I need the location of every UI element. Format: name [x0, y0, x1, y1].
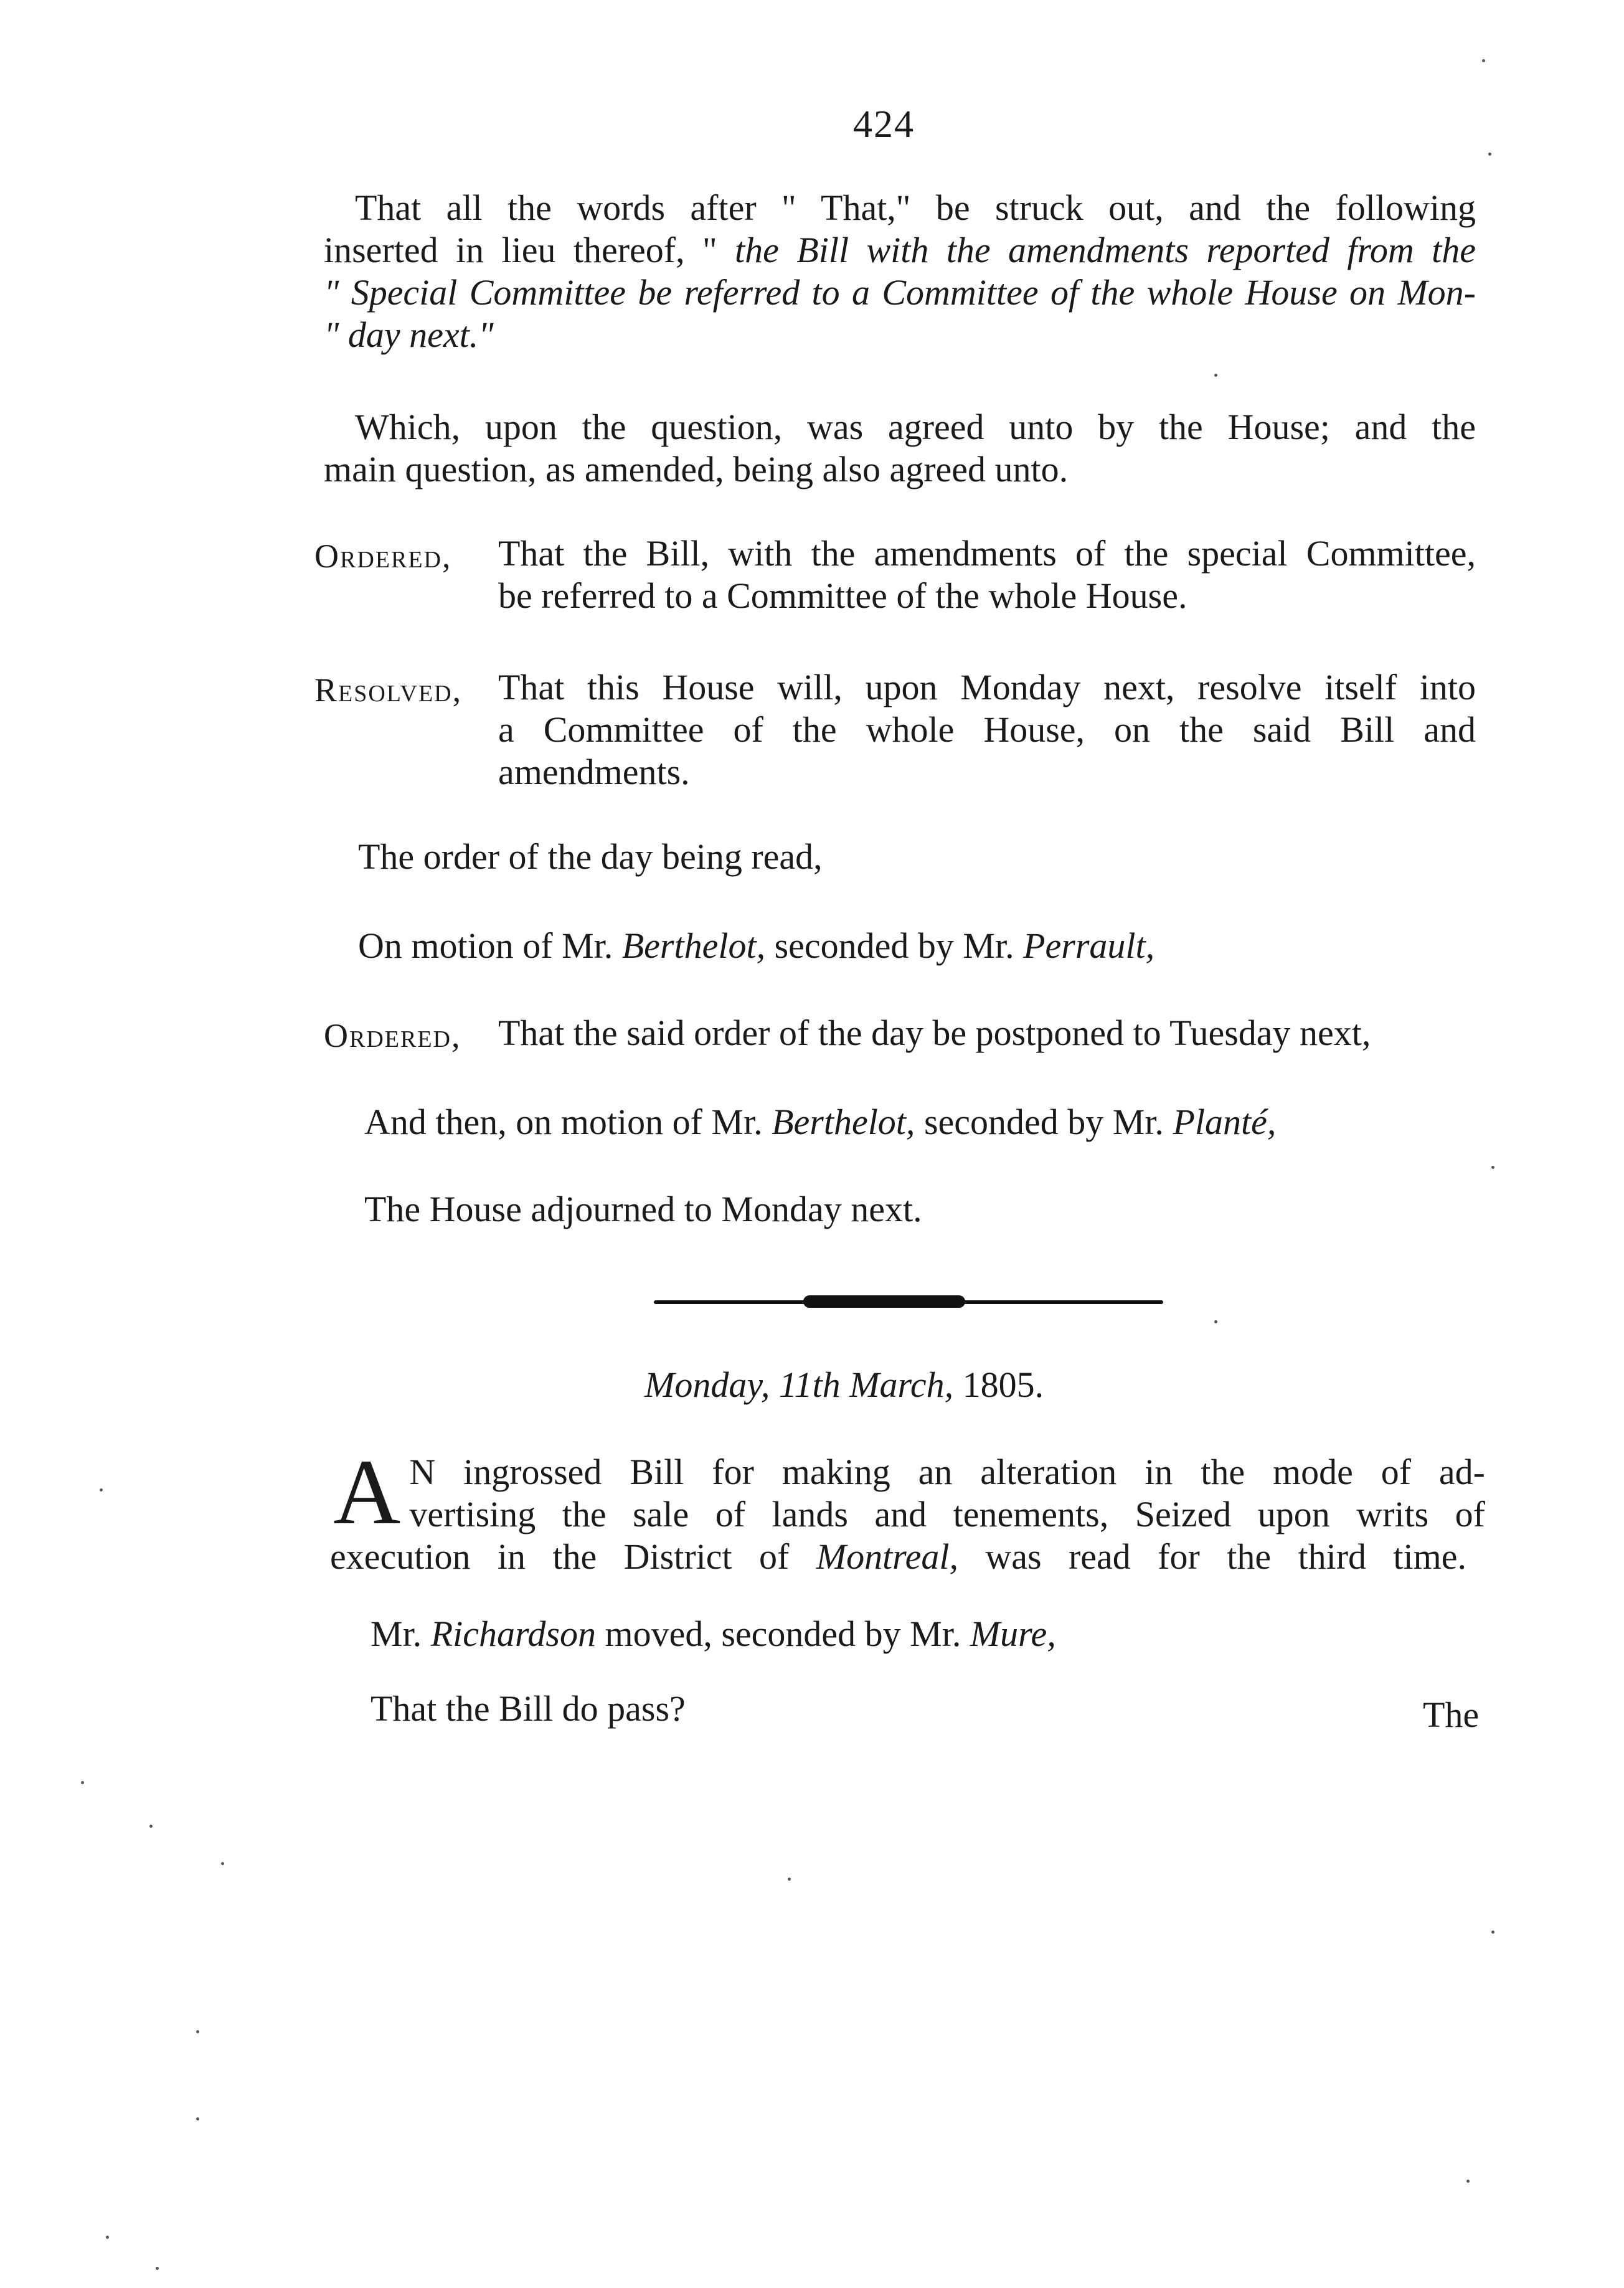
question-agreed-line-1: Which, upon the question, was agreed unto by the House; and the: [355, 407, 1476, 447]
amendment-line-2-roman: inserted in lieu thereof, ": [324, 230, 717, 270]
amendment-line-3: " Special Committee be referred to a Committee of the whole House on Mon-: [324, 272, 1476, 313]
motion-1-mover: Berthelot,: [621, 925, 766, 966]
motion-1-text-a: On motion of Mr.: [358, 925, 613, 966]
scan-speck: [156, 2267, 159, 2270]
order-of-day-read: The order of the day being read,: [358, 836, 823, 877]
resolved-label: Resolved,: [314, 671, 463, 709]
bill-line-1: N ingrossed Bill for making an alteration in the mode of ad-: [409, 1452, 1485, 1492]
scan-speck: [221, 1862, 224, 1865]
scan-speck: [1466, 2180, 1470, 2183]
ordered-2-text: That the said order of the day be postponed to Tuesday next,: [498, 1013, 1371, 1053]
drop-cap: A: [333, 1440, 401, 1544]
motion-line-1: [358, 925, 1292, 967]
bill-pass-question: That the Bill do pass?: [371, 1688, 686, 1729]
motion-3-text-b: moved, seconded by Mr.: [605, 1614, 961, 1654]
bill-line-2: vertising the sale of lands and tenements, Seized upon writs of: [409, 1494, 1485, 1534]
motion-2-mover: Berthelot,: [772, 1102, 915, 1142]
scan-speck: [1491, 1931, 1494, 1934]
scan-speck: [1491, 1166, 1494, 1169]
motion-1-seconder: Perrault,: [1023, 925, 1155, 966]
ordered-1-line-1: That the Bill, with the amendments of the special Committee,: [498, 533, 1476, 574]
motion-3-mover: Richardson: [430, 1614, 596, 1654]
scan-speck: [1482, 59, 1485, 62]
scan-speck: [1488, 153, 1491, 156]
scan-speck: [100, 1488, 103, 1491]
motion-2-seconder: Planté,: [1173, 1102, 1277, 1142]
motion-2-text-a: And then, on motion of Mr.: [364, 1102, 763, 1142]
heading-day: Monday,: [644, 1364, 770, 1405]
page-number: 424: [853, 103, 915, 146]
question-agreed-line-2: main question, as amended, being also agreed unto.: [324, 449, 1069, 489]
ordered-label-2: Ordered,: [324, 1017, 461, 1054]
ordered-1-line-2: be referred to a Committee of the whole House.: [498, 575, 1187, 616]
bill-line-3-a: execution in the District of: [330, 1536, 790, 1577]
scan-speck: [196, 2030, 199, 2033]
ordered-label-1: Ordered,: [314, 537, 452, 575]
house-adjourned: The House adjourned to Monday next.: [364, 1189, 922, 1229]
bill-line-3: [330, 1536, 1466, 1578]
amendment-line-1: That all the words after " That," be struck out, and the following: [355, 187, 1476, 228]
amendment-line-2: [324, 229, 1476, 272]
scan-speck: [1214, 374, 1217, 377]
scan-speck: [81, 1781, 84, 1784]
resolved-line-2: a Committee of the whole House, on the said Bill and: [498, 709, 1476, 750]
section-divider-ornament: [803, 1295, 965, 1308]
motion-1-text-b: seconded by Mr.: [774, 925, 1014, 966]
heading-year: 1805.: [962, 1364, 1044, 1405]
motion-2-text-b: seconded by Mr.: [923, 1102, 1164, 1142]
resolved-line-1: That this House will, upon Monday next, resolve itself into: [498, 667, 1476, 707]
motion-3-seconder: Mure,: [970, 1614, 1056, 1654]
motion-3-text-a: Mr.: [371, 1614, 422, 1654]
bill-paragraph: [333, 1440, 1485, 1544]
amendment-line-4: " day next.": [324, 314, 494, 355]
scan-speck: [149, 1825, 153, 1828]
scan-speck: [106, 2236, 109, 2239]
scan-speck: [196, 2117, 199, 2120]
catchword: The: [1423, 1695, 1480, 1735]
motion-line-2: [364, 1101, 1423, 1143]
scan-speck: [1214, 1320, 1217, 1323]
bill-district: Montreal,: [816, 1536, 958, 1577]
bill-line-3-b: was read for the third time.: [985, 1536, 1467, 1577]
motion-line-3: [371, 1613, 1305, 1655]
amendment-line-2-italic: the Bill with the amendments reported from the: [735, 230, 1476, 270]
date-heading: [644, 1364, 1044, 1406]
resolved-line-3: amendments.: [498, 752, 690, 792]
heading-date: 11th March,: [778, 1364, 954, 1405]
scan-speck: [788, 1878, 791, 1881]
